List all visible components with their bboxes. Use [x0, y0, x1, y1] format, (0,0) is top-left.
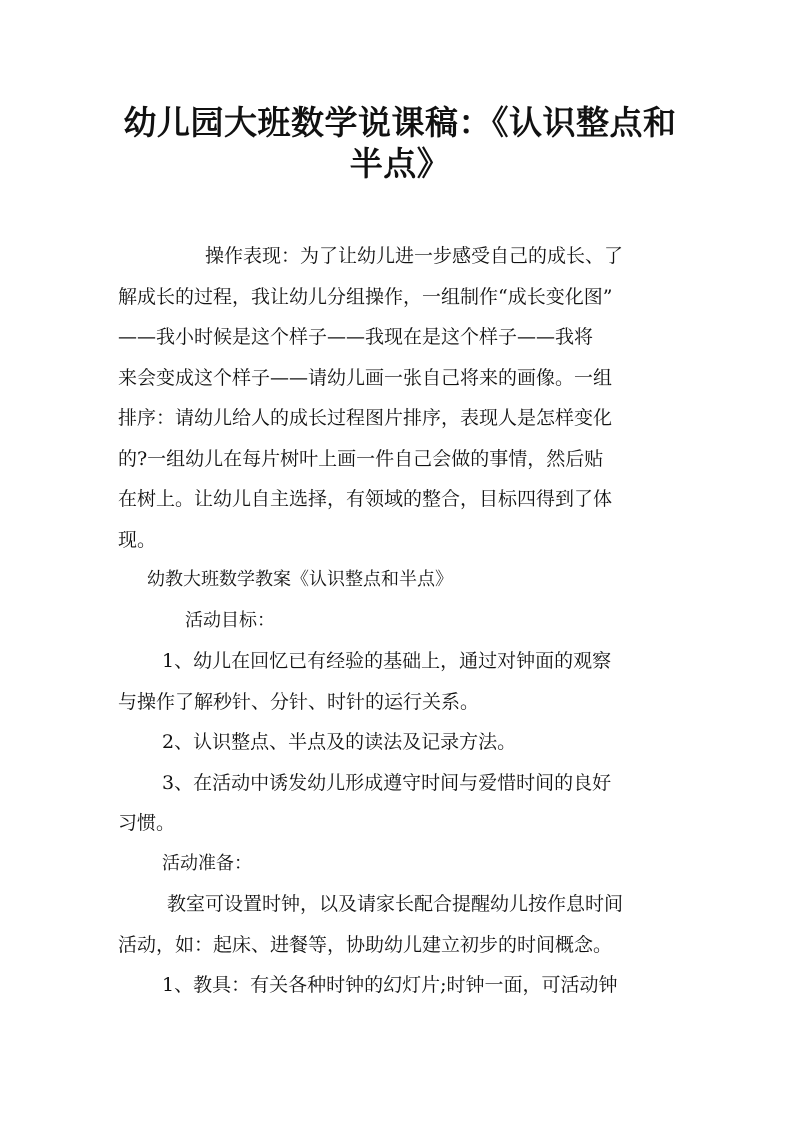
text-line: 在树上。让幼儿自主选择，有领域的整合，目标四得到了体 [118, 488, 613, 510]
text-line: 操作表现：为了让幼儿进一步感受自己的成长、了 [205, 245, 624, 267]
goal-item-3 [118, 763, 678, 844]
preparation-paragraph [118, 884, 678, 965]
section-heading-activity-goals [118, 601, 678, 642]
text-line: 现。 [118, 528, 157, 551]
text-line: 排序：请幼儿给人的成长过程图片排序，表现人是怎样变化 [118, 407, 613, 429]
document-body [118, 236, 678, 1006]
section-heading-lesson-plan [118, 560, 678, 601]
text-line: 2、认识整点、半点及的读法及记录方法。 [162, 731, 517, 753]
text-line: 教室可设置时钟，以及请家长配合提醒幼儿按作息时间 [167, 893, 624, 915]
teaching-aids-item [118, 965, 678, 1006]
title-line: 半点》 [349, 143, 451, 183]
text-line: 1、教具：有关各种时钟的幻灯片;时钟一面，可活动钟 [162, 974, 618, 996]
document-title [100, 98, 700, 183]
title-line: 幼儿园大班数学说课稿：《认识整点和 [123, 103, 677, 142]
text-line: 来会变成这个样子——请幼儿画一张自己将来的画像。一组 [118, 366, 613, 389]
text-line: 与操作了解秒针、分针、时针的运行关系。 [118, 690, 480, 713]
text-line: 解成长的过程，我让幼儿分组操作，一组制作“成长变化图” [118, 285, 613, 308]
text-line: 习惯。 [118, 812, 176, 834]
text-line: ——我小时候是这个样子——我现在是这个样子——我将 [118, 326, 594, 348]
text-line: 幼教大班数学教案《认识整点和半点》 [147, 569, 453, 590]
section-heading-activity-preparation [118, 844, 678, 885]
goal-item-2 [118, 722, 678, 763]
text-line: 3、在活动中诱发幼儿形成遵守时间与爱惜时间的良好 [162, 771, 612, 794]
text-line: 的?一组幼儿在每片树叶上画一件自己会做的事情，然后贴 [118, 447, 604, 470]
goal-item-1 [118, 641, 678, 722]
text-line: 活动准备： [162, 852, 252, 874]
text-line: 1、幼儿在回忆已有经验的基础上，通过对钟面的观察 [162, 650, 612, 672]
text-line: 活动，如：起床、进餐等，协助幼儿建立初步的时间概念。 [118, 933, 613, 956]
text-line: 活动目标： [185, 609, 275, 631]
paragraph-operation-performance [118, 236, 678, 560]
